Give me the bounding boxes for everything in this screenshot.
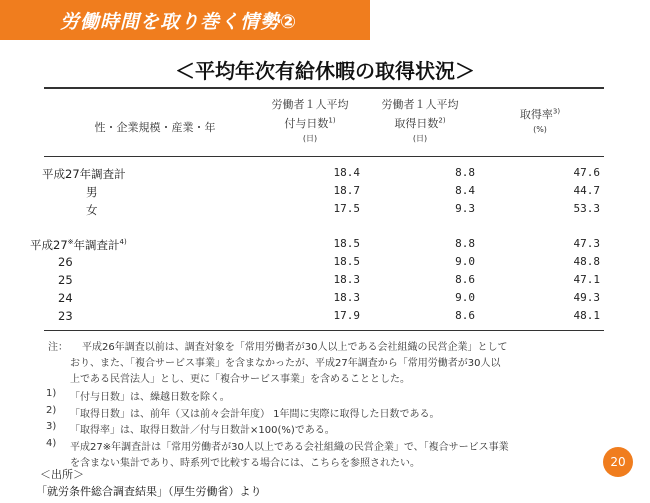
source-heading: ＜出所＞ <box>40 468 84 481</box>
row-take-rate: 48.8 <box>573 255 600 268</box>
row-label: 24 <box>58 291 73 305</box>
note-intro-2: おり、また、「複合サービス事業」を含まなかったが、平成27年調査から「常用労働者が30人以 <box>70 358 501 369</box>
header-col1 <box>250 96 370 144</box>
header-col2-line1: 労働者１人平均 <box>381 98 459 111</box>
header-col1-line1: 労働者１人平均 <box>271 98 349 111</box>
note-1: 「付与日数」は、繰越日数を除く。 <box>70 392 230 403</box>
table-row <box>0 202 650 220</box>
section-title: 労働時間を取り巻く情勢② <box>60 11 298 33</box>
row-taken-days: 8.6 <box>455 273 475 286</box>
page-number-badge: 20 <box>603 447 633 477</box>
note-4-mark: 4) <box>46 438 57 449</box>
row-take-rate: 47.3 <box>573 237 600 250</box>
row-taken-days: 8.4 <box>455 184 475 197</box>
table-bottom-rule <box>44 330 604 331</box>
note-3-mark: 3) <box>46 421 57 432</box>
table-header-rule <box>44 156 604 157</box>
row-take-rate: 48.1 <box>573 309 600 322</box>
note-intro-1: 平成26年調査以前は、調査対象を「常用労働者が30人以上である会社組織の民営企業」として <box>82 342 508 353</box>
note-2-mark: 2) <box>46 405 57 416</box>
row-taken-days: 8.8 <box>455 237 475 250</box>
row-taken-days: 9.3 <box>455 202 475 215</box>
note-4-line1: 平成27※年調査計は「常用労働者が30人以上である会社組織の民営企業」で、「複合サービス事業 <box>70 442 509 453</box>
header-col3-sup: 3) <box>552 107 561 116</box>
table-header <box>0 0 650 156</box>
table-row <box>0 184 650 202</box>
note-3: 「取得率」は、取得日数計／付与日数計×100(%)である。 <box>70 425 335 436</box>
table-row <box>0 273 650 291</box>
row-take-rate: 49.3 <box>573 291 600 304</box>
table-title: ＜平均年次有給休暇の取得状況＞ <box>175 59 475 83</box>
row-granted-days: 18.5 <box>333 255 360 268</box>
table-row <box>0 291 650 309</box>
table-row <box>0 309 650 327</box>
row-taken-days: 9.0 <box>455 255 475 268</box>
row-label: 23 <box>58 309 73 323</box>
note-1-mark: 1) <box>46 388 57 399</box>
header-col3-unit: (%) <box>533 125 547 134</box>
row-take-rate: 47.1 <box>573 273 600 286</box>
row-label: 女 <box>86 203 98 217</box>
header-col1-unit: (日) <box>302 134 318 143</box>
source-body: 「就労条件総合調査結果」（厚生労働省）より <box>36 485 262 498</box>
header-category: 性・企業規模・産業・年 <box>94 121 216 134</box>
row-label-sup2: 4) <box>119 238 127 247</box>
header-col2 <box>360 96 480 144</box>
header-col3-line1: 取得率 <box>519 108 553 121</box>
row-label: 平成27年調査計 <box>42 167 126 181</box>
row-label: 男 <box>86 185 98 199</box>
row-taken-days: 9.0 <box>455 291 475 304</box>
row-granted-days: 18.4 <box>333 166 360 179</box>
row-granted-days: 17.9 <box>333 309 360 322</box>
row-label-post: 年調査計 <box>73 238 120 252</box>
header-col2-unit: (日) <box>412 134 428 143</box>
row-granted-days: 18.3 <box>333 273 360 286</box>
row-take-rate: 47.6 <box>573 166 600 179</box>
row-label <box>30 237 127 253</box>
row-granted-days: 17.5 <box>333 202 360 215</box>
header-col2-line2: 取得日数 <box>394 117 439 130</box>
row-granted-days: 18.7 <box>333 184 360 197</box>
table-row <box>0 255 650 273</box>
row-label: 25 <box>58 273 73 287</box>
row-label-sup: ※ <box>67 238 74 247</box>
header-col3 <box>490 106 590 134</box>
row-take-rate: 53.3 <box>573 202 600 215</box>
header-col1-sup: 1) <box>328 116 336 125</box>
row-label-pre: 平成27 <box>30 238 68 252</box>
header-col2-sup: 2) <box>438 116 446 125</box>
table-row <box>0 237 650 255</box>
row-granted-days: 18.5 <box>333 237 360 250</box>
header-col1-line2: 付与日数 <box>284 117 329 130</box>
note-intro-3: 上である民営法人」とし、更に「複合サービス事業」を含めることとした。 <box>70 374 410 385</box>
note-2: 「取得日数」は、前年（又は前々会計年度） 1年間に実際に取得した日数である。 <box>70 409 440 420</box>
row-taken-days: 8.8 <box>455 166 475 179</box>
row-label: 26 <box>58 255 73 269</box>
table-row <box>0 166 650 184</box>
note-4-line2: を含まない集計であり、時系列で比較する場合には、こちらを参照されたい。 <box>70 458 420 469</box>
row-granted-days: 18.3 <box>333 291 360 304</box>
notes-prefix: 注： <box>48 342 68 353</box>
row-taken-days: 8.6 <box>455 309 475 322</box>
row-take-rate: 44.7 <box>573 184 600 197</box>
